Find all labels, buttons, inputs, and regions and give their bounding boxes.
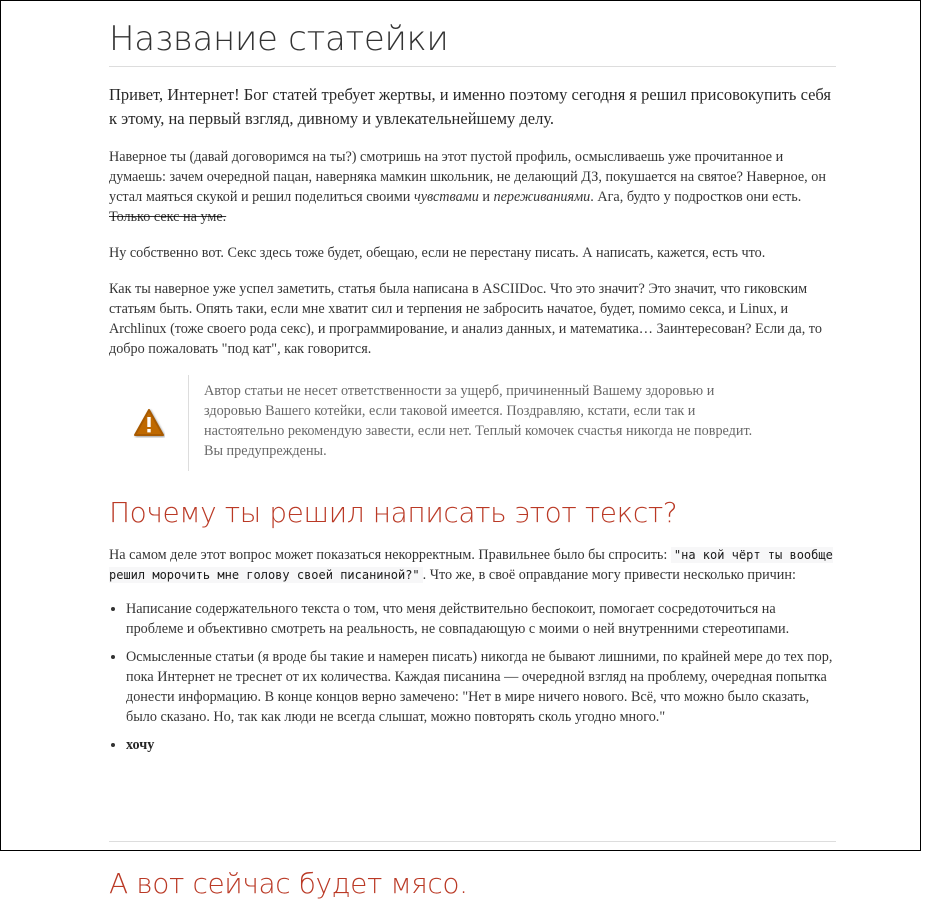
list-item: [126, 735, 836, 755]
bold-text: хочу: [126, 737, 155, 753]
section-heading: А вот сейчас будет мясо.: [109, 867, 468, 900]
warning-text: Автор статьи не несет ответственности за ущерб, причиненный Вашему здоровью и здоровью Вашего котейки, если таковой имеется. Поздравляю, кстати, если так и настоятельно рекомендую завести, если нет. Теплый комочек счастья никогда не повредит. Вы предупреждены.: [188, 375, 774, 471]
list-item: • Написание содержательного текста о том, что меня действительно беспокоит, помогает сосредоточиться на проблеме и объективно смотреть на реальность, не совпадающую с моими о ней внутренними стереотипами.: [126, 599, 836, 639]
emphasis: переживаниями: [493, 189, 591, 205]
text: На самом деле этот вопрос может показаться некорректным. Правильнее было бы спросить:: [109, 547, 671, 563]
paragraph-intro: [109, 147, 836, 227]
paragraph: Как ты наверное уже успел заметить, статья была написана в ASCIIDoc. Что это значит? Это значит, что гиковским статьям быть. Опять таки, если мне хватит сил и терпения не забросить начатое, будет, помимо секса, и Linux, и Archlinux (тоже своего рода секс), и программирование, и анализ данных, и математика… Заинтересован? Если да, то добро пожаловать "под кат", как говорится.: [109, 281, 822, 357]
warning-icon: [109, 375, 188, 471]
text: и: [478, 189, 494, 205]
section-heading: Почему ты решил написать этот текст?: [109, 496, 678, 529]
emphasis: чувствами: [413, 189, 479, 205]
divider: [109, 841, 836, 842]
text: Наверное ты (давай договоримся на ты?) смотришь на этот пустой профиль, осмысливаешь уже прочитанное и думаешь: зачем очередной пацан, наверняка мамкин школьник, не делающий ДЗ, покушается на святое? Наверное, он устал маяться скукой и решил поделиться своими: [109, 149, 826, 205]
inline-code: "на кой чёрт ты вообще решил морочить мне голову своей писаниной?": [109, 548, 833, 582]
paragraph: [109, 545, 836, 585]
reasons-list: [109, 599, 836, 755]
warning-admonition: [109, 375, 836, 471]
divider: [109, 66, 836, 67]
lead-paragraph: Привет, Интернет! Бог статей требует жертвы, и именно поэтому сегодня я решил присовокупить себя к этому, на первый взгляд, дивному и увлекательнейшему делу.: [109, 85, 831, 128]
page-title: Название статейки: [109, 19, 449, 59]
article: [109, 0, 836, 763]
paragraph: Ну собственно вот. Секс здесь тоже будет, обещаю, если не перестану писать. А написать, кажется, есть что.: [109, 245, 766, 261]
text: . Что же, в своё оправдание могу привести несколько причин:: [422, 567, 796, 583]
strikethrough-text: Только секс на уме.: [109, 209, 227, 225]
list-item: • Осмысленные статьи (я вроде бы такие и намерен писать) никогда не бывают лишними, по крайней мере до тех пор, пока Интернет не треснет от их количества. Каждая писанина — очередной взгляд на проблему, очередная попытка донести информацию. В конце концов верно замечено: "Нет в мире ничего нового. Всё, что можно было сказать, было сказано. Но, так как люди не всегда слышат, можно повторять сколь угодно много.": [126, 647, 836, 727]
text: . Ага, будто у подростков они есть.: [590, 189, 802, 205]
